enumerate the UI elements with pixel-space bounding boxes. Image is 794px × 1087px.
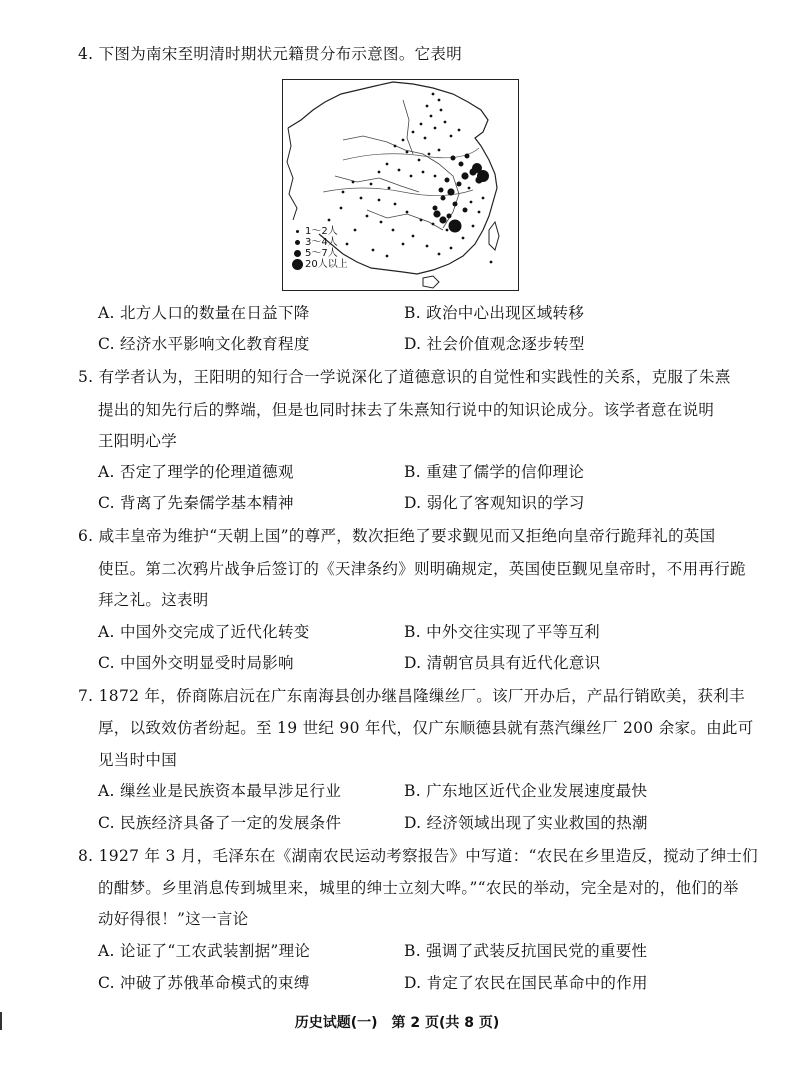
q4-option-c: C. 经济水平影响文化教育程度	[98, 335, 310, 353]
map-legend	[289, 226, 348, 270]
legend-label: 3～4人	[305, 237, 338, 248]
q8-option-a: A. 论证了“工农武装割据”理论	[98, 942, 311, 960]
q8-option-d: D. 肯定了农民在国民革命中的作用	[404, 974, 648, 992]
page-footer: 历史试题(一) 第 2 页(共 8 页)	[294, 1015, 500, 1031]
q4-option-b: B. 政治中心出现区域转移	[404, 304, 585, 322]
q5-option-c: C. 背离了先秦儒学基本精神	[98, 494, 294, 512]
q7-stem-line: 厚，以致效仿者纷起。至 19 世纪 90 年代，仅广东顺德县就有蒸汽缫丝厂 200 余家。由此可	[98, 719, 754, 737]
q5-option-a: A. 否定了理学的伦理道德观	[98, 463, 294, 481]
q8-option-c: C. 冲破了苏俄革命模式的束缚	[98, 974, 310, 992]
q6-option-b: B. 中外交往实现了平等互利	[404, 623, 600, 641]
q6-stem-line: 使臣。第二次鸦片战争后签订的《天津条约》则明确规定，英国使臣觐见皇帝时，不用再行跪	[98, 560, 746, 578]
q7-stem-line: 7. 1872 年，侨商陈启沅在广东南海县创办继昌隆缫丝厂。该厂开办后，产品行销欧美，获利丰	[78, 687, 745, 705]
q8-stem-line: 8. 1927 年 3 月，毛泽东在《湖南农民运动考察报告》中写道：“农民在乡里造反，搅动了绅士们	[78, 847, 758, 865]
q4-option-a: A. 北方人口的数量在日益下降	[98, 304, 310, 322]
q7-option-b: B. 广东地区近代企业发展速度最快	[404, 782, 648, 800]
q6-option-a: A. 中国外交完成了近代化转变	[98, 623, 310, 641]
legend-row	[289, 237, 348, 248]
legend-row	[289, 248, 348, 259]
q7-option-d: D. 经济领域出现了实业救国的热潮	[404, 814, 648, 832]
legend-label: 1～2人	[305, 226, 338, 237]
q5-stem-line: 提出的知先行后的弊端，但是也同时抹去了朱熹知行说中的知识论成分。该学者意在说明	[98, 401, 715, 419]
zhuangyuan-distribution-map	[282, 79, 519, 291]
q8-option-b: B. 强调了武装反抗国民党的重要性	[404, 942, 648, 960]
q7-stem-line: 见当时中国	[98, 751, 178, 769]
q4-stem: 4. 下图为南宋至明清时期状元籍贯分布示意图。它表明	[78, 45, 463, 63]
q4-option-d: D. 社会价值观念逐步转型	[404, 335, 585, 353]
q7-option-c: C. 民族经济具备了一定的发展条件	[98, 814, 342, 832]
q7-option-a: A. 缫丝业是民族资本最早涉足行业	[98, 782, 342, 800]
q6-stem-line: 拜之礼。这表明	[98, 591, 209, 609]
q6-option-d: D. 清朝官员具有近代化意识	[404, 654, 601, 672]
q5-option-d: D. 弱化了客观知识的学习	[404, 494, 585, 512]
q6-option-c: C. 中国外交明显受时局影响	[98, 654, 294, 672]
legend-row	[289, 259, 348, 270]
q5-stem-line: 5. 有学者认为，王阳明的知行合一学说深化了道德意识的自觉性和实践性的关系，克服了朱熹	[78, 368, 731, 386]
q6-stem-line: 6. 咸丰皇帝为维护“天朝上国”的尊严，数次拒绝了要求觐见而又拒绝向皇帝行跪拜礼的英国	[78, 527, 716, 545]
q8-stem-line: 的酣梦。乡里消息传到城里来，城里的绅士立刻大哗。”“农民的举动，完全是对的，他们的举	[98, 879, 739, 897]
q8-stem-line: 动好得很！”这一言论	[98, 910, 249, 928]
legend-label: 20人以上	[305, 259, 348, 270]
q5-stem-line: 王阳明心学	[98, 432, 178, 450]
legend-row	[289, 226, 348, 237]
legend-label: 5～7人	[305, 248, 338, 259]
q5-option-b: B. 重建了儒学的信仰理论	[404, 463, 585, 481]
